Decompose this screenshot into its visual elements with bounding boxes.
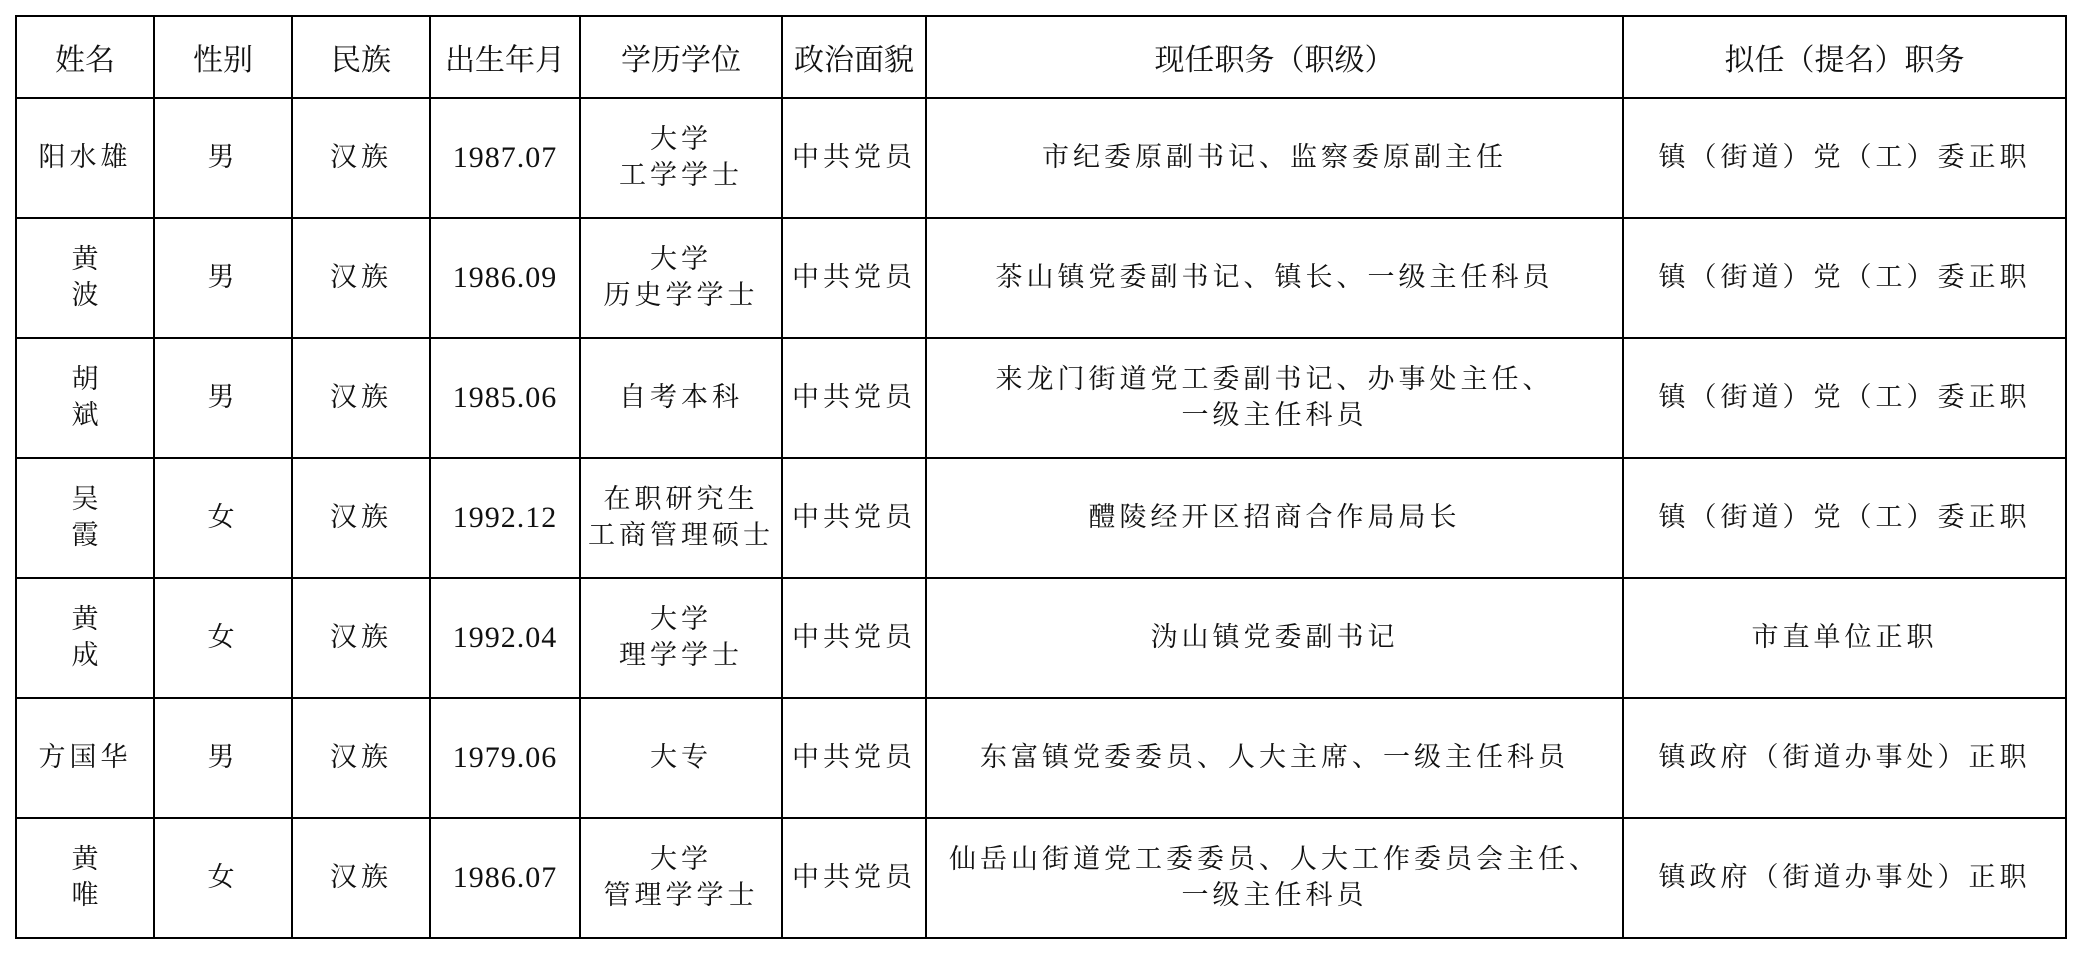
cell-party: 中共党员 (782, 218, 926, 338)
cell-proposed-position: 镇政府（街道办事处）正职 (1623, 818, 2066, 938)
table-row (16, 338, 2066, 458)
cell-name: 黄波 (16, 218, 154, 338)
cell-birth: 1979.06 (430, 698, 580, 818)
cell-proposed-position: 镇（街道）党（工）委正职 (1623, 338, 2066, 458)
cell-ethnicity: 汉族 (292, 458, 430, 578)
header-current-position: 现任职务（职级） (926, 16, 1623, 98)
cell-current-position (926, 578, 1623, 698)
education-line: 理学学士 (619, 640, 743, 671)
header-row (16, 16, 2066, 98)
cell-gender: 男 (154, 698, 292, 818)
table-row (16, 578, 2066, 698)
cell-party: 中共党员 (782, 458, 926, 578)
education-line: 自考本科 (619, 382, 743, 413)
education-line: 历史学学士 (603, 280, 759, 311)
position-line: 一级主任科员 (1181, 880, 1368, 911)
cell-name: 吴霞 (16, 458, 154, 578)
cell-education (580, 338, 782, 458)
cell-gender: 女 (154, 458, 292, 578)
cell-current-position (926, 698, 1623, 818)
cell-birth: 1992.12 (430, 458, 580, 578)
education-line: 大专 (650, 742, 712, 773)
education-line: 工商管理硕士 (588, 520, 774, 551)
position-line: 沩山镇党委副书记 (1150, 622, 1399, 653)
position-line: 东富镇党委委员、人大主席、一级主任科员 (980, 742, 1569, 773)
header-birth: 出生年月 (430, 16, 580, 98)
position-line: 市纪委原副书记、监察委原副主任 (1042, 142, 1507, 173)
cell-proposed-position: 镇政府（街道办事处）正职 (1623, 698, 2066, 818)
header-gender: 性别 (154, 16, 292, 98)
header-ethnicity: 民族 (292, 16, 430, 98)
cell-education (580, 458, 782, 578)
header-proposed-position: 拟任（提名）职务 (1623, 16, 2066, 98)
cell-party: 中共党员 (782, 338, 926, 458)
cell-party: 中共党员 (782, 578, 926, 698)
cell-ethnicity: 汉族 (292, 218, 430, 338)
cell-education (580, 578, 782, 698)
header-party: 政治面貌 (782, 16, 926, 98)
cell-gender: 男 (154, 218, 292, 338)
cell-name: 方国华 (16, 698, 154, 818)
position-line: 茶山镇党委副书记、镇长、一级主任科员 (995, 262, 1554, 293)
table-row (16, 698, 2066, 818)
position-line: 一级主任科员 (1181, 400, 1368, 431)
cadre-table (15, 15, 2067, 939)
cell-gender: 男 (154, 338, 292, 458)
education-line: 工学学士 (619, 160, 743, 191)
cell-birth: 1992.04 (430, 578, 580, 698)
cell-education (580, 98, 782, 218)
cell-birth: 1986.09 (430, 218, 580, 338)
cell-ethnicity: 汉族 (292, 98, 430, 218)
education-line: 在职研究生 (603, 484, 759, 515)
cell-party: 中共党员 (782, 818, 926, 938)
cell-name: 黄唯 (16, 818, 154, 938)
education-line: 大学 (650, 244, 712, 275)
position-line: 醴陵经开区招商合作局局长 (1088, 502, 1461, 533)
cell-gender: 女 (154, 818, 292, 938)
education-line: 大学 (650, 124, 712, 155)
cell-gender: 女 (154, 578, 292, 698)
cell-name: 阳水雄 (16, 98, 154, 218)
cell-current-position (926, 338, 1623, 458)
cell-party: 中共党员 (782, 698, 926, 818)
cell-ethnicity: 汉族 (292, 698, 430, 818)
cell-education (580, 698, 782, 818)
cell-education (580, 818, 782, 938)
header-education: 学历学位 (580, 16, 782, 98)
header-name: 姓名 (16, 16, 154, 98)
cell-education (580, 218, 782, 338)
cell-name: 胡斌 (16, 338, 154, 458)
table-row (16, 98, 2066, 218)
position-line: 仙岳山街道党工委委员、人大工作委员会主任、 (949, 844, 1600, 875)
cell-party: 中共党员 (782, 98, 926, 218)
table-row (16, 218, 2066, 338)
cell-proposed-position: 镇（街道）党（工）委正职 (1623, 218, 2066, 338)
cell-current-position (926, 818, 1623, 938)
cell-name: 黄成 (16, 578, 154, 698)
position-line: 来龙门街道党工委副书记、办事处主任、 (995, 364, 1554, 395)
education-line: 管理学学士 (603, 880, 759, 911)
cell-birth: 1985.06 (430, 338, 580, 458)
cell-proposed-position: 镇（街道）党（工）委正职 (1623, 458, 2066, 578)
cell-proposed-position: 镇（街道）党（工）委正职 (1623, 98, 2066, 218)
cell-birth: 1987.07 (430, 98, 580, 218)
education-line: 大学 (650, 844, 712, 875)
cell-current-position (926, 218, 1623, 338)
cell-proposed-position: 市直单位正职 (1623, 578, 2066, 698)
cell-current-position (926, 458, 1623, 578)
cell-ethnicity: 汉族 (292, 338, 430, 458)
table-row (16, 458, 2066, 578)
cell-ethnicity: 汉族 (292, 578, 430, 698)
cell-current-position (926, 98, 1623, 218)
table-row (16, 818, 2066, 938)
education-line: 大学 (650, 604, 712, 635)
cell-birth: 1986.07 (430, 818, 580, 938)
cell-ethnicity: 汉族 (292, 818, 430, 938)
cell-gender: 男 (154, 98, 292, 218)
